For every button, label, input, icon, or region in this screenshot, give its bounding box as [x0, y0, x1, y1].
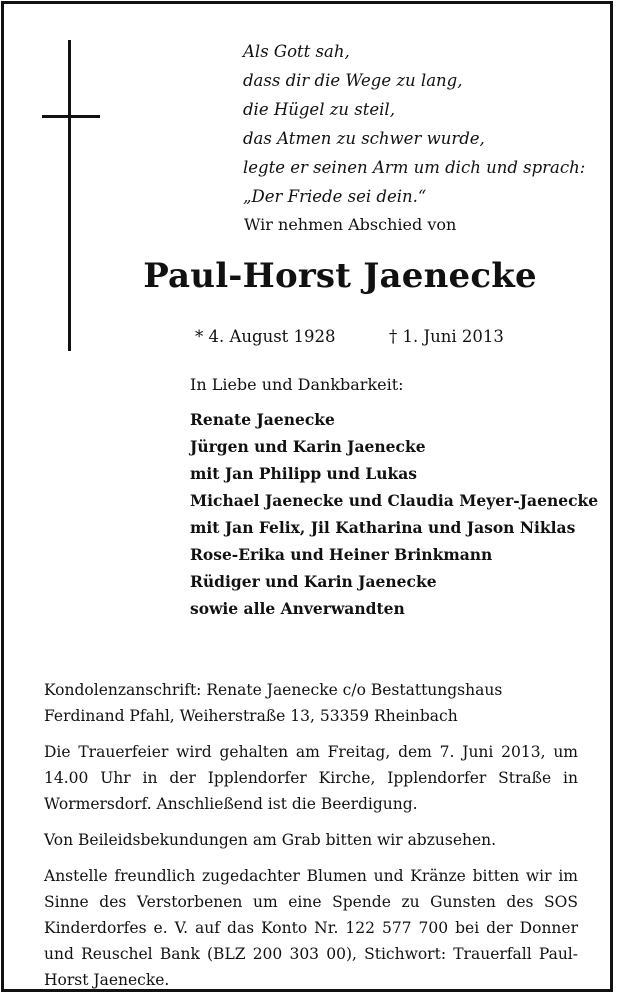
mourner-line: Rose-Erika und Heiner Brinkmann [190, 545, 493, 564]
cross-vertical-bar [68, 40, 71, 351]
condolence-line: Kondolenzanschrift: Renate Jaenecke c/o Bestattungshaus [44, 681, 503, 699]
mourners-intro: In Liebe und Dankbarkeit: [190, 375, 404, 394]
poem [243, 37, 585, 211]
mourners-list [190, 406, 598, 622]
birth-date: * 4. August 1928 [195, 327, 336, 346]
mourner-line: sowie alle Anverwandten [190, 599, 405, 618]
poem-line: die Hügel zu steil, [243, 100, 395, 119]
farewell-intro: Wir nehmen Abschied von [244, 215, 457, 234]
mourner-line: Rüdiger und Karin Jaenecke [190, 572, 437, 591]
grave-note: Von Beileidsbekundungen am Grab bitten wir abzusehen. [44, 831, 497, 849]
mourner-line: Renate Jaenecke [190, 410, 335, 429]
poem-line: Als Gott sah, [243, 42, 350, 61]
condolence-line: Ferdinand Pfahl, Weiherstraße 13, 53359 Rheinbach [44, 707, 458, 725]
poem-line: „Der Friede sei dein.“ [243, 187, 427, 206]
mourner-line: mit Jan Felix, Jil Katharina und Jason Niklas [190, 518, 576, 537]
mourner-line: mit Jan Philipp und Lukas [190, 464, 417, 483]
mourner-line: Michael Jaenecke und Claudia Meyer-Jaenecke [190, 491, 599, 510]
funeral-info: Die Trauerfeier wird gehalten am Freitag, dem 7. Juni 2013, um 14.00 Uhr in der Ipplendorfer Kirche, Ipplendorfer Straße in Wormersdorf. Anschließend ist die Beerdigung. [44, 743, 578, 813]
poem-line: dass dir die Wege zu lang, [243, 71, 463, 90]
mourner-line: Jürgen und Karin Jaenecke [190, 437, 426, 456]
deceased-name: Paul-Horst Jaenecke [143, 256, 537, 296]
poem-line: legte er seinen Arm um dich und sprach: [243, 158, 586, 177]
condolence-address [44, 677, 578, 729]
poem-line: das Atmen zu schwer wurde, [243, 129, 485, 148]
death-date: † 1. Juni 2013 [389, 327, 504, 346]
donation-info: Anstelle freundlich zugedachter Blumen und Kränze bitten wir im Sinne des Verstorbenen um eine Spende zu Gunsten des SOS Kinderdorfes e. V. auf das Konto Nr. 122 577 700 bei der Donner und Reuschel Bank (BLZ 200 303 00), Stichwort: Trauerfall Paul-Horst Jaenecke. [44, 867, 578, 989]
notes-section [44, 677, 578, 1003]
cross-horizontal-bar [42, 115, 100, 118]
